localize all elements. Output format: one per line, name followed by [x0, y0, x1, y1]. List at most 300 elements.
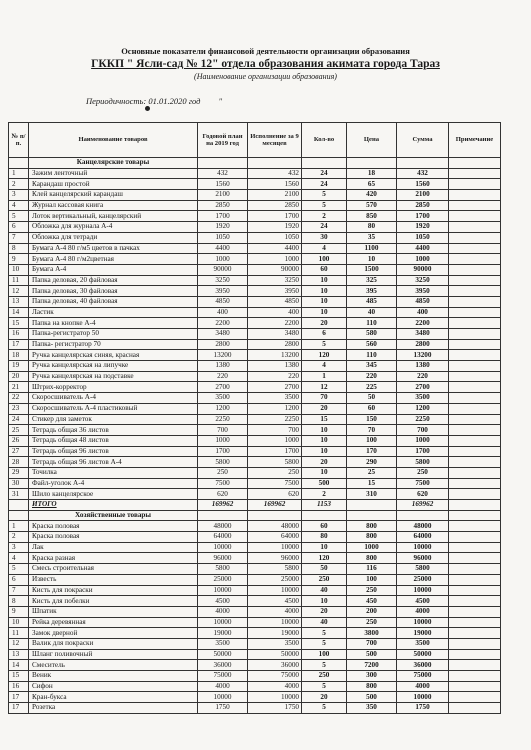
- price-value: 80: [347, 222, 397, 233]
- note-cell: [449, 286, 501, 297]
- sum-value: 90000: [397, 264, 449, 275]
- plan-value: 1700: [198, 446, 248, 457]
- item-name: Кисть для покраски: [29, 585, 198, 596]
- row-num: 24: [9, 414, 29, 425]
- exec-value: 48000: [248, 521, 302, 532]
- row-num: 7: [9, 232, 29, 243]
- qty-value: 40: [302, 617, 347, 628]
- sum-value: 1380: [397, 361, 449, 372]
- exec-value: 3250: [248, 275, 302, 286]
- table-row: [9, 532, 501, 543]
- qty-value: 5: [302, 190, 347, 201]
- section-num-cell: [9, 158, 29, 169]
- sum-value: 10000: [397, 542, 449, 553]
- table-row: [9, 435, 501, 446]
- table-row: [9, 446, 501, 457]
- row-num: 16: [9, 329, 29, 340]
- row-num: 15: [9, 671, 29, 682]
- sum-value: 10000: [397, 617, 449, 628]
- price-value: 250: [347, 585, 397, 596]
- plan-value: 1560: [198, 179, 248, 190]
- sum-value: 36000: [397, 660, 449, 671]
- table-row: [9, 254, 501, 265]
- note-cell: [449, 243, 501, 254]
- exec-value: 3480: [248, 329, 302, 340]
- section-header-row: [9, 510, 501, 521]
- note-cell: [449, 361, 501, 372]
- item-name: Папка-регистратор 50: [29, 329, 198, 340]
- exec-value: 2800: [248, 339, 302, 350]
- exec-value: 2850: [248, 200, 302, 211]
- price-value: 40: [347, 307, 397, 318]
- plan-value: 4400: [198, 243, 248, 254]
- row-num: 13: [9, 296, 29, 307]
- item-name: Скоросшиватель А-4: [29, 393, 198, 404]
- plan-value: 3950: [198, 286, 248, 297]
- total-row: [9, 500, 501, 511]
- sum-value: 96000: [397, 553, 449, 564]
- row-num: 4: [9, 200, 29, 211]
- item-name: Рейка деревянная: [29, 617, 198, 628]
- plan-value: 3500: [198, 393, 248, 404]
- exec-value: 4400: [248, 243, 302, 254]
- row-num: 29: [9, 467, 29, 478]
- plan-value: 2800: [198, 339, 248, 350]
- price-value: 7200: [347, 660, 397, 671]
- exec-value: 19000: [248, 628, 302, 639]
- price-value: 250: [347, 617, 397, 628]
- note-cell: [449, 307, 501, 318]
- plan-value: 10000: [198, 542, 248, 553]
- table-row: [9, 179, 501, 190]
- row-num: 12: [9, 286, 29, 297]
- item-name: Сифон: [29, 681, 198, 692]
- table-row: [9, 703, 501, 714]
- period-mark: ": [218, 96, 223, 106]
- qty-value: 10: [302, 425, 347, 436]
- ink-dot: [145, 106, 150, 111]
- plan-value: 2100: [198, 190, 248, 201]
- total-note-cell: [449, 500, 501, 511]
- exec-value: 5800: [248, 457, 302, 468]
- qty-value: 24: [302, 168, 347, 179]
- plan-value: 50000: [198, 649, 248, 660]
- sum-value: 3480: [397, 329, 449, 340]
- qty-value: 500: [302, 478, 347, 489]
- sum-value: 400: [397, 307, 449, 318]
- item-name: Смесь строительная: [29, 564, 198, 575]
- price-value: 110: [347, 350, 397, 361]
- sum-value: 50000: [397, 649, 449, 660]
- row-num: 17: [9, 339, 29, 350]
- row-num: 8: [9, 596, 29, 607]
- qty-value: 5: [302, 339, 347, 350]
- item-name: Файл-уголок А-4: [29, 478, 198, 489]
- note-cell: [449, 446, 501, 457]
- row-num: 3: [9, 542, 29, 553]
- sum-value: 2100: [397, 190, 449, 201]
- table-row: [9, 585, 501, 596]
- table-row: [9, 232, 501, 243]
- sum-value: 432: [397, 168, 449, 179]
- note-cell: [449, 168, 501, 179]
- price-value: 60: [347, 403, 397, 414]
- plan-value: 19000: [198, 628, 248, 639]
- row-num: 19: [9, 361, 29, 372]
- item-name: Валик для покраски: [29, 638, 198, 649]
- note-cell: [449, 596, 501, 607]
- price-value: 420: [347, 190, 397, 201]
- plan-value: 4850: [198, 296, 248, 307]
- table-row: [9, 329, 501, 340]
- row-num: 27: [9, 446, 29, 457]
- row-num: 26: [9, 435, 29, 446]
- table-row: [9, 638, 501, 649]
- exec-value: 2700: [248, 382, 302, 393]
- qty-value: 10: [302, 435, 347, 446]
- note-cell: [449, 606, 501, 617]
- qty-value: 10: [302, 596, 347, 607]
- exec-value: 4000: [248, 606, 302, 617]
- plan-value: 1200: [198, 403, 248, 414]
- price-value: 116: [347, 564, 397, 575]
- price-value: 110: [347, 318, 397, 329]
- note-cell: [449, 478, 501, 489]
- sum-value: 2250: [397, 414, 449, 425]
- sum-value: 2800: [397, 339, 449, 350]
- row-num: 17: [9, 692, 29, 703]
- price-value: 1500: [347, 264, 397, 275]
- exec-value: 1050: [248, 232, 302, 243]
- row-num: 5: [9, 211, 29, 222]
- item-name: Шило канцелярское: [29, 489, 198, 500]
- table-row: [9, 425, 501, 436]
- row-num: 9: [9, 254, 29, 265]
- row-num: 14: [9, 307, 29, 318]
- sum-value: 3250: [397, 275, 449, 286]
- item-name: Известь: [29, 574, 198, 585]
- row-num: 5: [9, 564, 29, 575]
- note-cell: [449, 264, 501, 275]
- plan-value: 5800: [198, 564, 248, 575]
- qty-value: 60: [302, 521, 347, 532]
- price-value: 3800: [347, 628, 397, 639]
- section-empty-cell: [198, 158, 248, 169]
- sum-value: 700: [397, 425, 449, 436]
- sum-value: 3950: [397, 286, 449, 297]
- plan-value: 1050: [198, 232, 248, 243]
- col-price-header: Цена: [347, 123, 397, 158]
- qty-value: 12: [302, 382, 347, 393]
- exec-value: 10000: [248, 692, 302, 703]
- sum-value: 7500: [397, 478, 449, 489]
- exec-value: 400: [248, 307, 302, 318]
- table-row: [9, 596, 501, 607]
- price-value: 100: [347, 435, 397, 446]
- price-value: 580: [347, 329, 397, 340]
- table-row: [9, 264, 501, 275]
- price-value: 170: [347, 446, 397, 457]
- row-num: 16: [9, 681, 29, 692]
- sum-value: 1200: [397, 403, 449, 414]
- table-row: [9, 606, 501, 617]
- plan-value: 36000: [198, 660, 248, 671]
- exec-value: 50000: [248, 649, 302, 660]
- col-qty-header: Кол-во: [302, 123, 347, 158]
- section-empty-cell: [397, 510, 449, 521]
- qty-value: 10: [302, 307, 347, 318]
- table-row: [9, 371, 501, 382]
- plan-value: 48000: [198, 521, 248, 532]
- item-name: Папка деловая, 30 файловая: [29, 286, 198, 297]
- item-name: Розетка: [29, 703, 198, 714]
- qty-value: 20: [302, 318, 347, 329]
- section-empty-cell: [248, 158, 302, 169]
- row-num: 10: [9, 264, 29, 275]
- exec-value: 4850: [248, 296, 302, 307]
- price-value: 290: [347, 457, 397, 468]
- note-cell: [449, 585, 501, 596]
- exec-value: 3500: [248, 638, 302, 649]
- total-num-cell: [9, 500, 29, 511]
- report-title: Основные показатели финансовой деятельности организации образования: [121, 46, 410, 56]
- qty-value: 2: [302, 211, 347, 222]
- note-cell: [449, 617, 501, 628]
- sum-value: 2200: [397, 318, 449, 329]
- plan-value: 2200: [198, 318, 248, 329]
- plan-value: 2250: [198, 414, 248, 425]
- section-empty-cell: [198, 510, 248, 521]
- table-row: [9, 617, 501, 628]
- item-name: Скоросшиватель А-4 пластиковый: [29, 403, 198, 414]
- price-value: 345: [347, 361, 397, 372]
- exec-value: 10000: [248, 585, 302, 596]
- qty-value: 60: [302, 264, 347, 275]
- price-value: 65: [347, 179, 397, 190]
- table-row: [9, 489, 501, 500]
- exec-value: 2100: [248, 190, 302, 201]
- row-num: 9: [9, 606, 29, 617]
- exec-value: 1750: [248, 703, 302, 714]
- exec-value: 10000: [248, 617, 302, 628]
- qty-value: 6: [302, 329, 347, 340]
- note-cell: [449, 532, 501, 543]
- section-empty-cell: [347, 510, 397, 521]
- item-name: Обложка для журнала А-4: [29, 222, 198, 233]
- exec-value: 2250: [248, 414, 302, 425]
- price-value: 570: [347, 200, 397, 211]
- note-cell: [449, 414, 501, 425]
- item-name: Шланг поливочный: [29, 649, 198, 660]
- qty-value: 10: [302, 286, 347, 297]
- plan-value: 2700: [198, 382, 248, 393]
- total-exec: 169962: [248, 500, 302, 511]
- plan-value: 220: [198, 371, 248, 382]
- exec-value: 1700: [248, 211, 302, 222]
- note-cell: [449, 660, 501, 671]
- note-cell: [449, 649, 501, 660]
- table-row: [9, 382, 501, 393]
- sum-value: 250: [397, 467, 449, 478]
- row-num: 8: [9, 243, 29, 254]
- qty-value: 30: [302, 232, 347, 243]
- sum-value: 1000: [397, 435, 449, 446]
- plan-value: 4000: [198, 606, 248, 617]
- sum-value: 4850: [397, 296, 449, 307]
- sum-value: 10000: [397, 692, 449, 703]
- row-num: 10: [9, 617, 29, 628]
- price-value: 200: [347, 606, 397, 617]
- price-value: 100: [347, 574, 397, 585]
- table-row: [9, 243, 501, 254]
- note-cell: [449, 681, 501, 692]
- table-row: [9, 350, 501, 361]
- item-name: Замок дверной: [29, 628, 198, 639]
- row-num: 22: [9, 393, 29, 404]
- plan-value: 1920: [198, 222, 248, 233]
- sum-value: 2850: [397, 200, 449, 211]
- sum-value: 4000: [397, 681, 449, 692]
- row-num: 18: [9, 350, 29, 361]
- note-cell: [449, 542, 501, 553]
- note-cell: [449, 692, 501, 703]
- price-value: 35: [347, 232, 397, 243]
- section-title: Хозяйственные товары: [29, 510, 198, 521]
- section-empty-cell: [248, 510, 302, 521]
- row-num: 30: [9, 478, 29, 489]
- item-name: Клей канцелярский карандаш: [29, 190, 198, 201]
- item-name: Краска половая: [29, 521, 198, 532]
- row-num: 15: [9, 318, 29, 329]
- sum-value: 4400: [397, 243, 449, 254]
- sum-value: 5800: [397, 457, 449, 468]
- section-empty-cell: [302, 158, 347, 169]
- exec-value: 250: [248, 467, 302, 478]
- price-value: 500: [347, 692, 397, 703]
- exec-value: 2200: [248, 318, 302, 329]
- table-row: [9, 403, 501, 414]
- price-value: 800: [347, 553, 397, 564]
- item-name: Ручка канцелярская на подставке: [29, 371, 198, 382]
- note-cell: [449, 671, 501, 682]
- plan-value: 2850: [198, 200, 248, 211]
- sum-value: 1000: [397, 254, 449, 265]
- sum-value: 1750: [397, 703, 449, 714]
- table-row: [9, 542, 501, 553]
- item-name: Ластик: [29, 307, 198, 318]
- price-value: 18: [347, 168, 397, 179]
- sum-value: 64000: [397, 532, 449, 543]
- item-name: Папка на кнопке А-4: [29, 318, 198, 329]
- note-cell: [449, 703, 501, 714]
- row-num: 13: [9, 649, 29, 660]
- plan-value: 90000: [198, 264, 248, 275]
- sum-value: 25000: [397, 574, 449, 585]
- table-row: [9, 275, 501, 286]
- qty-value: 10: [302, 542, 347, 553]
- plan-value: 1750: [198, 703, 248, 714]
- exec-value: 36000: [248, 660, 302, 671]
- item-name: Штрих-корректор: [29, 382, 198, 393]
- plan-value: 1000: [198, 435, 248, 446]
- price-value: 500: [347, 649, 397, 660]
- qty-value: 10: [302, 296, 347, 307]
- plan-value: 3500: [198, 638, 248, 649]
- row-num: 21: [9, 382, 29, 393]
- row-num: 2: [9, 532, 29, 543]
- item-name: Бумага А-4 80 г/м2цветная: [29, 254, 198, 265]
- qty-value: 100: [302, 649, 347, 660]
- note-cell: [449, 318, 501, 329]
- note-cell: [449, 190, 501, 201]
- row-num: 31: [9, 489, 29, 500]
- exec-value: 25000: [248, 574, 302, 585]
- note-cell: [449, 467, 501, 478]
- note-cell: [449, 574, 501, 585]
- row-num: 28: [9, 457, 29, 468]
- qty-value: 40: [302, 585, 347, 596]
- note-cell: [449, 435, 501, 446]
- sum-value: 3500: [397, 638, 449, 649]
- col-note-header: Примечание: [449, 123, 501, 158]
- organization-name-text: ГККП " Ясли-сад № 12" отдела образования акимата города Тараз: [91, 58, 440, 70]
- price-value: 560: [347, 339, 397, 350]
- plan-value: 4000: [198, 681, 248, 692]
- sum-value: 75000: [397, 671, 449, 682]
- item-name: Бумага А-4 80 г/м5 цветов в пачках: [29, 243, 198, 254]
- exec-value: 1700: [248, 446, 302, 457]
- sum-value: 620: [397, 489, 449, 500]
- qty-value: 2: [302, 489, 347, 500]
- price-value: 220: [347, 371, 397, 382]
- qty-value: 4: [302, 361, 347, 372]
- sum-value: 1560: [397, 179, 449, 190]
- row-num: 11: [9, 275, 29, 286]
- exec-value: 90000: [248, 264, 302, 275]
- note-cell: [449, 179, 501, 190]
- qty-value: 120: [302, 350, 347, 361]
- row-num: 25: [9, 425, 29, 436]
- plan-value: 75000: [198, 671, 248, 682]
- note-cell: [449, 329, 501, 340]
- plan-value: 10000: [198, 617, 248, 628]
- qty-value: 24: [302, 179, 347, 190]
- price-value: 15: [347, 478, 397, 489]
- row-num: 20: [9, 371, 29, 382]
- item-name: Папка деловая, 40 файловая: [29, 296, 198, 307]
- table-row: [9, 168, 501, 179]
- table-row: [9, 361, 501, 372]
- item-name: Бумага А-4: [29, 264, 198, 275]
- table-row: [9, 414, 501, 425]
- sum-value: 3500: [397, 393, 449, 404]
- section-num-cell: [9, 510, 29, 521]
- table-row: [9, 574, 501, 585]
- plan-value: 1380: [198, 361, 248, 372]
- table-row: [9, 681, 501, 692]
- section-header-row: [9, 158, 501, 169]
- price-value: 350: [347, 703, 397, 714]
- item-name: Смеситель: [29, 660, 198, 671]
- plan-value: 432: [198, 168, 248, 179]
- plan-value: 620: [198, 489, 248, 500]
- item-name: Краска половая: [29, 532, 198, 543]
- plan-value: 10000: [198, 692, 248, 703]
- section-empty-cell: [449, 510, 501, 521]
- qty-value: 20: [302, 457, 347, 468]
- note-cell: [449, 350, 501, 361]
- note-cell: [449, 638, 501, 649]
